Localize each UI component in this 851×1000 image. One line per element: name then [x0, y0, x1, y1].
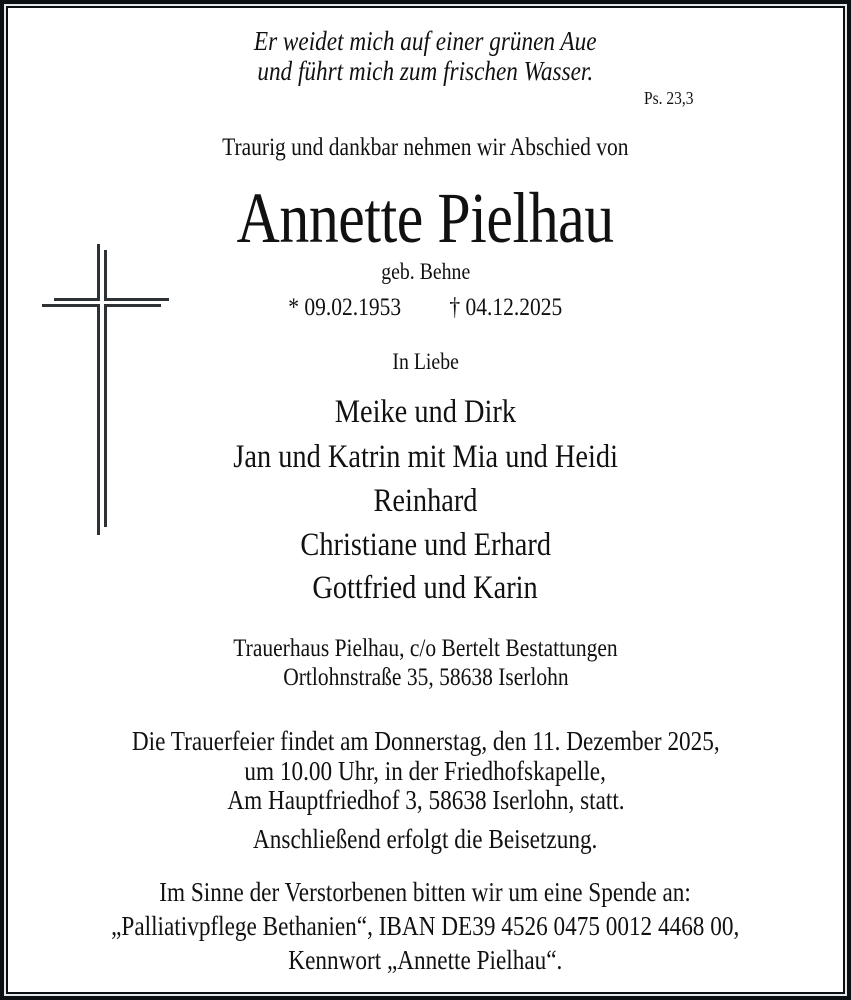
service-line-3: Am Hauptfriedhof 3, 58638 Iserlohn, statt.	[226, 785, 625, 815]
mourner-line: Christiane und Erhard	[300, 527, 551, 563]
service-line-1: Die Trauerfeier findet am Donnerstag, den 11. Dezember 2025,	[131, 726, 720, 756]
in-love-label: In Liebe	[392, 349, 459, 374]
verse-line-1: Er weidet mich auf einer grünen Aue	[254, 26, 597, 56]
life-dates	[0, 295, 851, 320]
mourning-house-line-1: Trauerhaus Pielhau, c/o Bertelt Bestattungen	[233, 635, 618, 662]
deceased-name: Annette Pielhau	[236, 178, 615, 258]
mourner-line: Meike und Dirk	[334, 394, 517, 430]
birth-date: * 09.02.1953	[288, 294, 402, 321]
donation-line-3: Kennwort „Annette Pielhau“.	[288, 945, 563, 975]
verse-reference: Ps. 23,3	[644, 88, 694, 108]
death-date: † 04.12.2025	[449, 294, 563, 321]
donation-line-1: Im Sinne der Verstorbenen bitten wir um eine Spende an:	[159, 877, 692, 907]
intro-text: Traurig und dankbar nehmen wir Abschied von	[222, 134, 629, 161]
service-line-2: um 10.00 Uhr, in der Friedhofskapelle,	[244, 756, 607, 786]
verse-line-2: und führt mich zum frischen Wasser.	[257, 56, 594, 86]
birth-name: geb. Behne	[381, 259, 470, 284]
mourner-line: Jan und Katrin mit Mia und Heidi	[233, 439, 618, 475]
mourning-house-line-2: Ortlohnstraße 35, 58638 Iserlohn	[282, 664, 569, 691]
donation-line-2: „Palliativpflege Bethanien“, IBAN DE39 4526 0475 0012 4468 00,	[111, 911, 740, 941]
mourner-line: Reinhard	[373, 483, 478, 519]
burial-note: Anschließend erfolgt die Beisetzung.	[253, 824, 598, 854]
mourner-line: Gottfried und Karin	[312, 570, 539, 606]
